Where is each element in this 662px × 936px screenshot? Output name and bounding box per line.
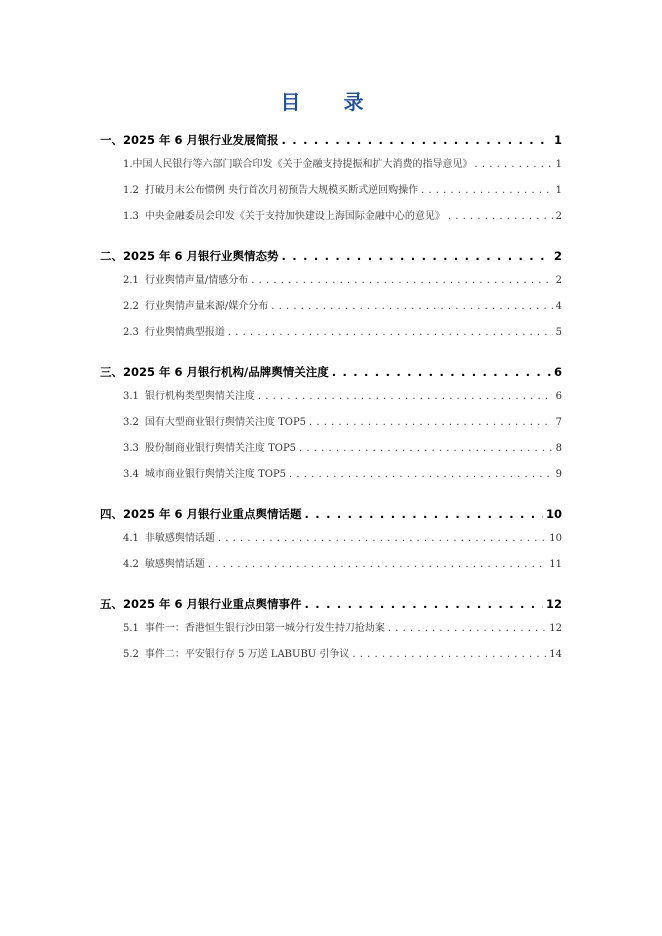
page-number: 5 [555, 327, 562, 338]
toc-section-1[interactable] [100, 130, 562, 150]
table-of-contents [100, 130, 562, 668]
item-label: 行业舆情声量/情感分布 [144, 275, 249, 286]
page-number: 8 [555, 443, 562, 454]
page-number: 4 [555, 301, 562, 312]
toc-item-2-2[interactable] [100, 294, 562, 320]
toc-item-3-4[interactable] [100, 462, 562, 488]
dot-leader [271, 294, 552, 320]
dot-leader [251, 268, 552, 294]
item-number: 5.2 [123, 649, 139, 660]
section-label: 2025 年 6 月银行业发展简报 [123, 133, 279, 147]
section-number: 三、 [100, 365, 123, 379]
dot-leader [282, 130, 551, 150]
section-number: 一、 [100, 133, 123, 147]
item-label: 非敏感舆情话题 [144, 533, 215, 544]
page-number: 1 [553, 133, 562, 147]
section-number: 四、 [100, 507, 123, 521]
item-label: 国有大型商业银行舆情关注度 TOP5 [144, 417, 307, 428]
page-number: 2 [555, 211, 562, 222]
item-number: 2.2 [123, 301, 139, 312]
toc-section-3[interactable] [100, 362, 562, 382]
page-number: 6 [553, 365, 562, 379]
item-label: 中国人民银行等六部门联合印发《关于金融支持提振和扩大消费的指导意见》 [132, 159, 473, 170]
item-number: 2.1 [123, 275, 139, 286]
item-number: 4.1 [123, 533, 139, 544]
toc-item-5-1[interactable] [100, 616, 562, 642]
dot-leader [352, 642, 546, 668]
dot-leader [228, 320, 553, 346]
toc-item-2-1[interactable] [100, 268, 562, 294]
page-number: 2 [555, 275, 562, 286]
page-number: 10 [549, 533, 562, 544]
toc-item-3-3[interactable] [100, 436, 562, 462]
item-label: 行业舆情典型报道 [144, 327, 225, 338]
page-number: 12 [549, 623, 562, 634]
item-number: 3.1 [123, 391, 139, 402]
dot-leader [299, 436, 553, 462]
page-number: 9 [555, 469, 562, 480]
section-label: 2025 年 6 月银行业重点舆情事件 [123, 597, 302, 611]
dot-leader [332, 362, 551, 382]
dot-leader [258, 384, 553, 410]
item-number: 1.2 [123, 185, 139, 196]
toc-section-5[interactable] [100, 594, 562, 614]
dot-leader [421, 178, 553, 204]
dot-leader [388, 616, 546, 642]
dot-leader [218, 526, 546, 552]
item-label: 股份制商业银行舆情关注度 TOP5 [144, 443, 297, 454]
item-number: 2.3 [123, 327, 139, 338]
page-number: 11 [549, 559, 562, 570]
dot-leader [475, 152, 554, 178]
item-label: 银行机构类型舆情关注度 [144, 391, 255, 402]
item-number: 1.3 [123, 211, 139, 222]
toc-item-3-2[interactable] [100, 410, 562, 436]
item-number: 1. [123, 159, 133, 170]
page-number: 12 [545, 597, 562, 611]
section-number: 二、 [100, 249, 123, 263]
page-number: 14 [549, 649, 562, 660]
dot-leader [305, 504, 543, 524]
toc-item-4-2[interactable] [100, 552, 562, 578]
dot-leader [282, 246, 551, 266]
item-label: 行业舆情声量来源/媒介分布 [144, 301, 269, 312]
item-label: 城市商业银行舆情关注度 TOP5 [144, 469, 287, 480]
item-number: 3.4 [123, 469, 139, 480]
page-number: 7 [555, 417, 562, 428]
toc-section-2[interactable] [100, 246, 562, 266]
toc-item-1-3[interactable] [100, 204, 562, 230]
dot-leader [305, 594, 543, 614]
page-number: 2 [553, 249, 562, 263]
toc-title: 目 录 [280, 90, 382, 114]
item-number: 5.1 [123, 623, 139, 634]
item-label: 中央金融委员会印发《关于支持加快建设上海国际金融中心的意见》 [144, 211, 445, 222]
page-number: 1 [555, 159, 562, 170]
section-label: 2025 年 6 月银行业重点舆情话题 [123, 507, 302, 521]
dot-leader [448, 204, 553, 230]
section-label: 2025 年 6 月银行业舆情态势 [123, 249, 279, 263]
toc-item-2-3[interactable] [100, 320, 562, 346]
page-number: 10 [545, 507, 562, 521]
item-label: 打破月末公布惯例 央行首次月初预告大规模买断式逆回购操作 [144, 185, 419, 196]
dot-leader [208, 552, 546, 578]
item-number: 4.2 [123, 559, 139, 570]
section-number: 五、 [100, 597, 123, 611]
page-number: 6 [555, 391, 562, 402]
item-label: 事件一：香港恒生银行沙田第一城分行发生持刀抢劫案 [144, 623, 385, 634]
section-label: 2025 年 6 月银行机构/品牌舆情关注度 [123, 365, 329, 379]
toc-section-4[interactable] [100, 504, 562, 524]
dot-leader [309, 410, 553, 436]
toc-item-1-2[interactable] [100, 178, 562, 204]
item-label: 事件二：平安银行存 5 万送 LABUBU 引争议 [144, 649, 350, 660]
item-number: 3.2 [123, 417, 139, 428]
toc-item-3-1[interactable] [100, 384, 562, 410]
dot-leader [289, 462, 553, 488]
item-label: 敏感舆情话题 [144, 559, 205, 570]
page-number: 1 [555, 185, 562, 196]
item-number: 3.3 [123, 443, 139, 454]
toc-item-4-1[interactable] [100, 526, 562, 552]
toc-item-5-2[interactable] [100, 642, 562, 668]
toc-item-1-1[interactable] [100, 152, 562, 178]
